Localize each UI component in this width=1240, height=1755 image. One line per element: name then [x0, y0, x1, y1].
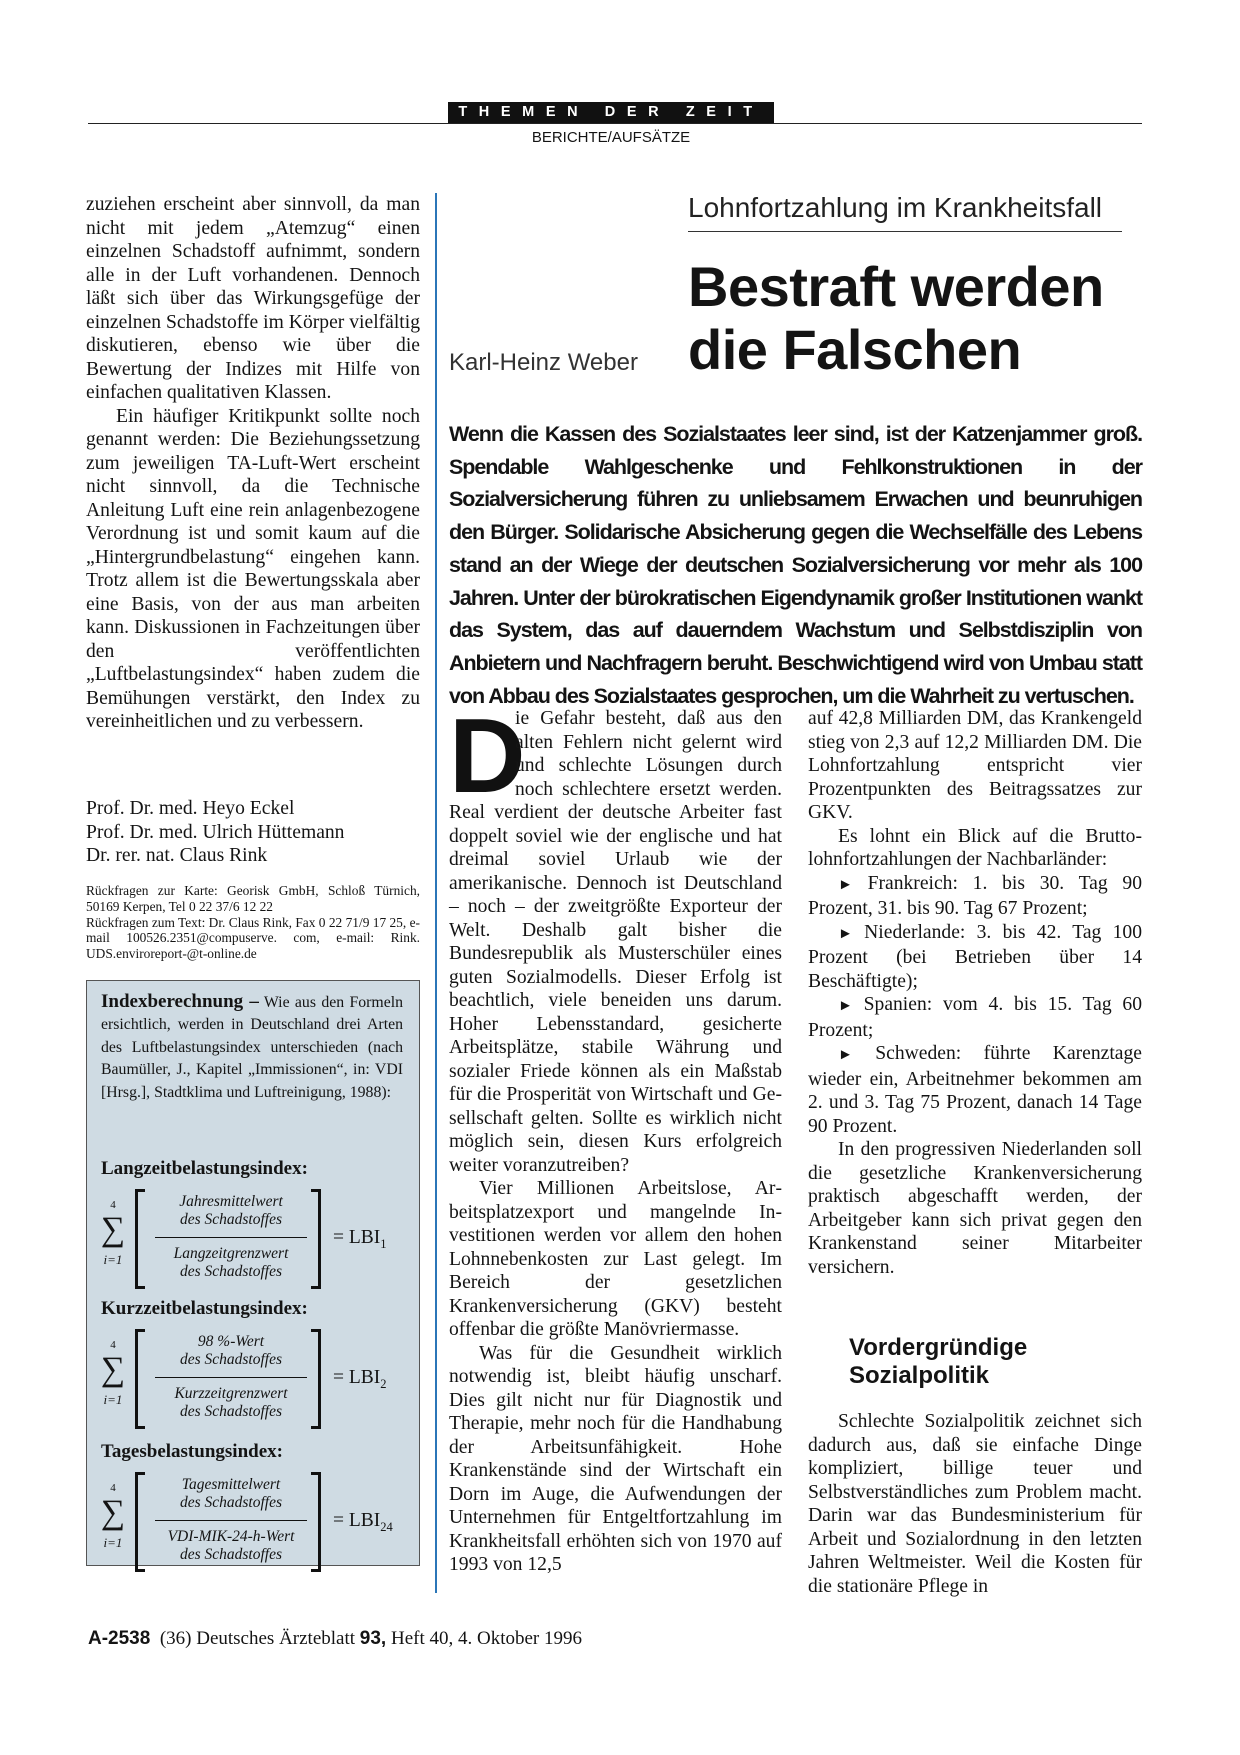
author-name: Dr. rer. nat. Claus Rink: [86, 845, 268, 866]
formula-heading: Tagesbelastungsindex:: [101, 1441, 283, 1462]
body-paragraph: Was für die Gesundheit wirklich notwendig ist, bleibt häufig unscharf. Dies gilt nicht nur für Diagnostik und Therapie, mehr noch für die Handhabung der Arbeitsunfähigkeit. Hohe Krankenstände sind der Wirtschaft ein Dorn im Auge, die Aufwendungen der Unternehmen für Entgeltfortzahlung im Krankheitsfall erhöhten sich von 1970 auf 1993 von 12,5: [449, 1342, 782, 1575]
formula-heading: Kurzzeitbelastungsindex:: [101, 1298, 308, 1319]
body-paragraph: Es lohnt ein Blick auf die Bruttolohnfortzahlungen der Nachbarländer:: [808, 825, 1142, 870]
numerator-line: Tagesmittelwert: [181, 1476, 281, 1493]
body-paragraph: In den progressiven Niederlanden soll die gesetzliche Krankenversicherung praktisch abgeschafft werden, der Arbeitgeber kann sich privat gegen den Krankenstand seiner Mitarbeiter versichern.: [808, 1139, 1142, 1278]
bracket-left: [135, 1329, 145, 1429]
denominator-line: des Schadstoffes: [179, 1263, 283, 1280]
author-list: [86, 797, 420, 868]
denominator-line: des Schadstoffes: [179, 1546, 283, 1563]
bullet-text: Spanien: vom 4. bis 15. Tag 60 Prozent;: [808, 994, 1142, 1041]
numerator-line: des Schadstoffes: [179, 1211, 283, 1228]
bullet-item: [808, 921, 1142, 994]
bracket-left: [135, 1189, 145, 1289]
sum-symbol: ∑: [100, 1211, 126, 1248]
body-paragraph: auf 42,8 Milliarden DM, das Krankengeld stieg von 2,3 auf 12,2 Milliarden DM. Die Lohnfortzahlung entspricht vier Prozentpunkten des Beitragssatzes zur GKV.: [808, 708, 1142, 823]
footer-volume: 93,: [359, 1628, 387, 1649]
bullet-item: [808, 872, 1142, 921]
body-paragraph: Schlechte Sozialpolitik zeichnet sich dadurch aus, daß sie einfache Dinge kompliziert, billige teuer und Selbstverständliches zum Problem macht. Darin war das Bundesministerium für Arbeit und Sozialordnung in den letzten Jahren Weltmeister. Weil die Kosten für die stationäre Pflege in: [808, 1411, 1142, 1597]
denominator-line: des Schadstoffes: [179, 1403, 283, 1420]
formula-lbi2: [99, 1329, 409, 1429]
formula-result: [333, 1227, 387, 1252]
denominator-line: Langzeitgrenzwert: [173, 1245, 289, 1262]
index-intro: [101, 991, 403, 1104]
triangle-bullet-icon: ►: [838, 925, 853, 942]
numerator-line: Jahresmittelwert: [179, 1193, 283, 1210]
index-calculation-box: [86, 980, 420, 1566]
body-paragraph: Vier Millionen Arbeitslose, Arbeitsplatzexport und mangelnde Investitionen werden vor allem den hohen Lohnnebenkosten zur Last gelegt. Im Bereich der gesetzlichen Krankenversicherung (GKV) besteht offenbar die größte Manövriermasse.: [449, 1178, 782, 1340]
article-lead: Wenn die Kassen des Sozialstaates leer sind, ist der Katzenjammer groß. Spendable Wahlgeschenke und Fehlkonstruktionen in der Sozialversicherung führen zu unliebsamem Erwachen und beunruhigen den Bürger. Solidarische Absicherung gegen die Wechselfälle des Lebens stand an der Wiege der deutschen Sozialversicherung vor mehr als 100 Jahren. Unter der bürokratischen Eigendynamik großer Institutionen wankt das System, das auf dauerndem Wachstum und Selbstdisziplin von Anbietern und Nachfragern beruht. Beschwichtigend wird von Umbau statt von Abbau des Sozialstaates gesprochen, um die Wahrheit zu vertuschen.: [449, 422, 1142, 708]
headline-line: Bestraft werden: [688, 255, 1104, 318]
bracket-right: [311, 1472, 321, 1572]
bullet-item: [808, 1042, 1142, 1138]
formula-result: [333, 1367, 387, 1392]
left-paragraph: zuziehen erscheint aber sinnvoll, da man nicht mit jedem „Atemzug“ einen einzelnen Schadstoff aufnimmt, sondern alle in der Luft vorhandenen. Dennoch läßt sich über das Wirkungsgefüge der einzelnen Schadstoffe im Körper vielfältig diskutieren, ebenso wie über die Bewertung der Indizes mit Hilfe von einfachen qualitativen Klassen.: [86, 194, 420, 403]
fraction-denominator: [149, 1245, 313, 1281]
contact-line: Rückfragen zum Text: Dr. Claus Rink, Fax 0 22 71/9 17 25, e-mail 100526.2351@compuserve. com, e-mail: Rink. UDS.enviroreport-@t-online.de: [86, 914, 420, 962]
article-kicker: Lohnfortzahlung im Krankheitsfall: [688, 192, 1103, 223]
subheading-line: Vordergründige: [849, 1334, 1028, 1361]
fraction-line: [155, 1377, 307, 1378]
numerator-line: 98 %-Wert: [197, 1333, 265, 1350]
body-column-right: [808, 707, 1142, 1279]
body-column-right-lower: [808, 1410, 1142, 1598]
index-intro-text: Wie aus den Formeln ersichtlich, werden in Deutschland drei Arten des Luftbelastungsindex unterschieden (nach Baumüller, J., Kapitel „Immissionen“, in: VDI [Hrsg.], Stadtklima und Luftreinigung, 1988):: [101, 994, 404, 1101]
footer-text: (36) Deutsches Ärzteblatt: [150, 1628, 360, 1649]
fraction-denominator: [149, 1385, 313, 1421]
bullet-item: [808, 993, 1142, 1042]
triangle-bullet-icon: ►: [838, 876, 853, 893]
kicker-underline: [688, 231, 1122, 232]
left-paragraph: Ein häufiger Kritikpunkt sollte noch genannt werden: Die Beziehungssetzung zum jeweiligen TA-Luft-Wert erscheint nicht sinnvoll, da die Technische Anleitung Luft eine rein anlagenbezogene Verordnung ist und somit kaum auf die „Hintergrundbelastung“ eingehen kann. Trotz allem ist die Bewertungsskala aber eine Basis, von der aus man arbeiten kann. Diskussionen in Fachzeitungen über den veröffentlichten „Luftbelastungsindex“ haben zudem die Bemühungen verstärkt, den Index zu vereinheitlichen und zu verbessern.: [86, 405, 420, 732]
sum-lower-limit: i=1: [103, 1252, 123, 1267]
sum-upper-limit: 4: [110, 1339, 116, 1351]
section-banner: THEMEN DER ZEIT: [448, 102, 774, 123]
section-subtitle: BERICHTE/AUFSÄTZE: [531, 129, 691, 146]
drop-cap-space: [449, 707, 515, 797]
drop-cap: D: [449, 697, 526, 815]
sum-symbol: ∑: [100, 1494, 126, 1531]
triangle-bullet-icon: ►: [838, 998, 853, 1014]
numerator-line: des Schadstoffes: [179, 1494, 283, 1511]
bullet-text: Niederlande: 3. bis 42. Tag 100 Prozent (bei Betrieben über 14 Beschäftigte);: [808, 921, 1142, 992]
fraction-numerator: [149, 1476, 313, 1512]
page-code: A-2538: [88, 1628, 151, 1649]
result-subscript: 24: [380, 1519, 393, 1534]
denominator-line: Kurzzeitgrenzwert: [174, 1385, 288, 1402]
formula-heading: Langzeitbelastungsindex:: [101, 1158, 308, 1179]
bracket-right: [311, 1189, 321, 1289]
triangle-bullet-icon: ►: [838, 1047, 853, 1063]
result-subscript: 2: [380, 1376, 387, 1391]
bracket-left: [135, 1472, 145, 1572]
left-column-text: [86, 193, 420, 734]
fraction-numerator: [149, 1193, 313, 1229]
footer-text: Heft 40, 4. Oktober 1996: [386, 1628, 582, 1649]
contact-line: Rückfragen zur Karte: Georisk GmbH, Schloß Türnich, 50169 Kerpen, Tel 0 22 37/6 12 22: [86, 883, 420, 914]
fraction-numerator: [149, 1333, 313, 1369]
sum-upper-limit: 4: [110, 1199, 116, 1211]
sum-symbol: ∑: [100, 1351, 126, 1388]
column-divider: [435, 193, 437, 1593]
index-title: Indexberechnung –: [101, 991, 259, 1012]
denominator-line: VDI-MIK-24-h-Wert: [167, 1528, 295, 1545]
formula-result: [333, 1510, 393, 1535]
body-column-middle: [449, 697, 782, 1577]
fraction-line: [155, 1237, 307, 1238]
bullet-text: Schweden: führte Karenztage wieder ein, Arbeitnehmer bekommen am 2. und 3. Tag 75 Prozent, danach 14 Tage 90 Prozent.: [808, 1043, 1142, 1137]
numerator-line: des Schadstoffes: [179, 1351, 283, 1368]
article-author: Karl-Heinz Weber: [449, 349, 638, 376]
subheading-line: Sozialpolitik: [849, 1362, 990, 1389]
sum-upper-limit: 4: [110, 1482, 116, 1494]
fraction-denominator: [149, 1528, 313, 1564]
author-name: Prof. Dr. med. Heyo Eckel: [86, 798, 295, 819]
result-label: = LBI: [333, 1367, 381, 1388]
result-label: = LBI: [333, 1227, 381, 1248]
contact-info: [86, 883, 420, 962]
result-label: = LBI: [333, 1510, 381, 1531]
sum-lower-limit: i=1: [103, 1535, 123, 1550]
formula-lbi1: [99, 1189, 409, 1289]
bracket-right: [311, 1329, 321, 1429]
bullet-text: Frankreich: 1. bis 30. Tag 90 Prozent, 31. bis 90. Tag 67 Prozent;: [808, 872, 1142, 919]
sum-lower-limit: i=1: [103, 1392, 123, 1407]
fraction-line: [155, 1520, 307, 1521]
article-headline: [688, 255, 1158, 381]
header-rule: [88, 123, 1142, 124]
formula-lbi24: [99, 1472, 409, 1572]
author-name: Prof. Dr. med. Ulrich Hüttemann: [86, 821, 345, 843]
section-subheading: [849, 1334, 1109, 1390]
body-paragraph: ie Gefahr besteht, daß aus den alten Fehlern nicht gelernt wird und schlechte Lösungen durch noch schlechtere ersetzt werden. Real verdient der deutsche Arbeiter fast doppelt soviel wie der englische und hat dreimal soviel Urlaub wie der amerikanische. Dennoch ist Deutschland – noch – der zweitgrößte Exporteur der Welt. Deshalb galt bisher die Bundesrepublik als Musterschüler eines guten Sozialmodells. Dieser Erfolg ist beachtlich, viele beneiden uns darum. Hoher Lebensstandard, gesicherte Arbeitsplätze, stabile Währung und sozialer Friede können als ein Maßstab für die Prosperität von Wirtschaft und Gesellschaft gelten. Sollte es wirklich nicht möglich sein, diesen Kurs erfolgreich weiter voranzutreiben?: [449, 708, 782, 1176]
result-subscript: 1: [380, 1236, 387, 1251]
page-footer: [88, 1628, 582, 1650]
headline-line: die Falschen: [688, 318, 1022, 381]
